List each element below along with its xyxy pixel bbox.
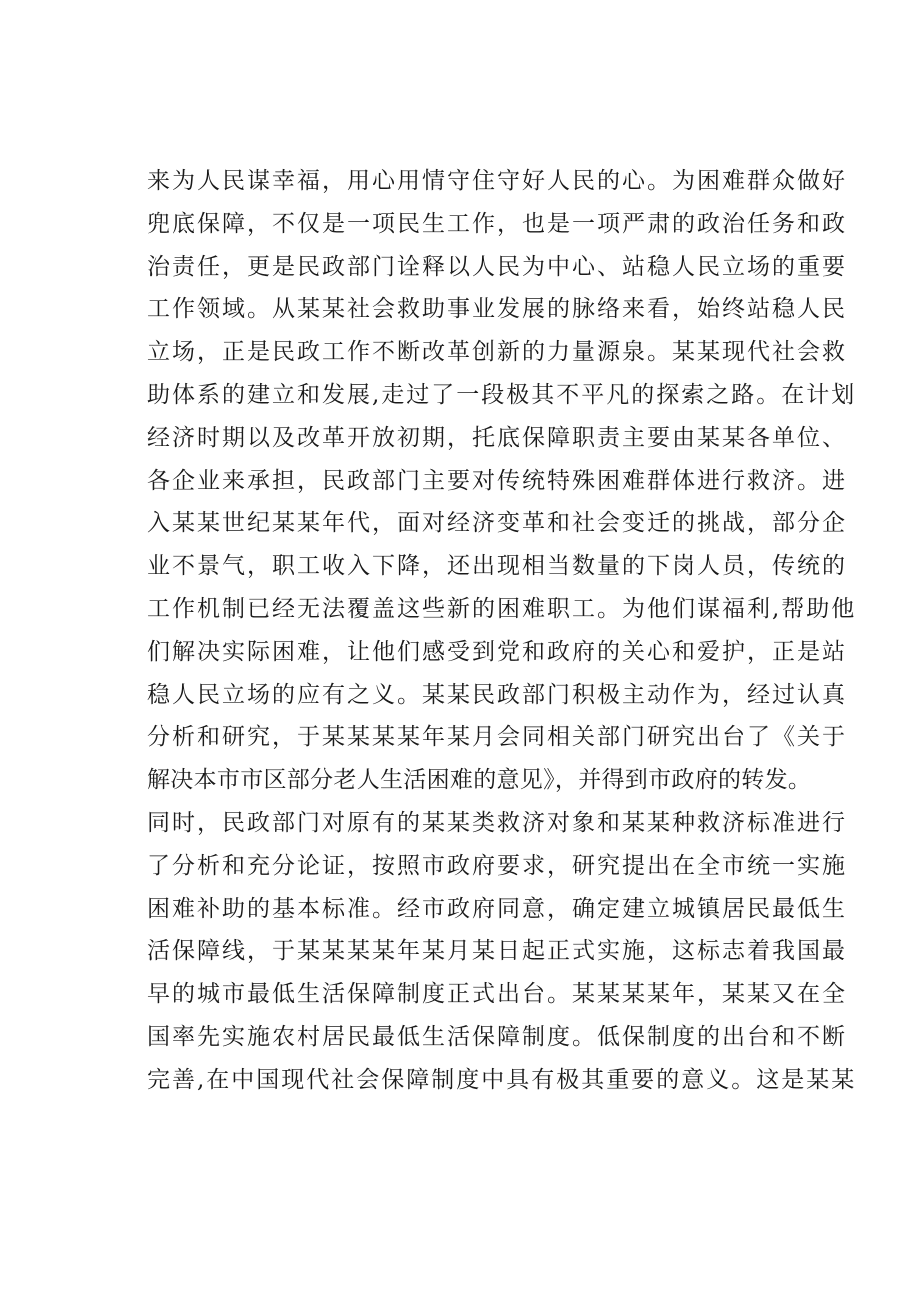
text-line: 同时，民政部门对原有的某某类救济对象和某某种救济标准进行 — [147, 809, 847, 836]
text-line: 来为人民谋幸福，用心用情守住守好人民的心。为困难群众做好 — [147, 168, 847, 194]
text-line: 工作机制已经无法覆盖这些新的困难职工。为他们谋福利,帮助他 — [147, 595, 857, 622]
text-line: 治责任，更是民政部门诠释以人民为中心、站稳人民立场的重要 — [147, 253, 847, 280]
text-line: 兜底保障，不仅是一项民生工作，也是一项严肃的政治任务和政 — [147, 210, 847, 237]
text-line: 解决本市市区部分老人生活困难的意见》，并得到市政府的转发。 — [147, 767, 812, 794]
text-line: 分析和研究，于某某某某年某月会同相关部门研究出台了《关于 — [147, 724, 847, 751]
text-line: 各企业来承担，民政部门主要对传统特殊困难群体进行救济。进 — [147, 467, 847, 494]
text-line: 稳人民立场的应有之义。某某民政部门积极主动作为，经过认真 — [147, 681, 847, 708]
text-line: 入某某世纪某某年代，面对经济变革和社会变迁的挑战，部分企 — [147, 510, 847, 537]
text-line: 工作领域。从某某社会救助事业发展的脉络来看，始终站稳人民 — [147, 296, 847, 323]
text-line: 了分析和充分论证，按照市政府要求，研究提出在全市统一实施 — [147, 852, 847, 879]
body-paragraph — [147, 160, 857, 1102]
text-line: 完善,在中国现代社会保障制度中具有极其重要的意义。这是某某 — [147, 1066, 857, 1093]
text-line: 困难补助的基本标准。经市政府同意，确定建立城镇居民最低生 — [147, 895, 847, 922]
text-line: 早的城市最低生活保障制度正式出台。某某某某年，某某又在全 — [147, 981, 847, 1008]
text-line: 们解决实际困难，让他们感受到党和政府的关心和爱护，正是站 — [147, 638, 847, 665]
text-line: 国率先实施农村居民最低生活保障制度。低保制度的出台和不断 — [147, 1023, 847, 1050]
text-line: 立场，正是民政工作不断改革创新的力量源泉。某某现代社会救 — [147, 339, 847, 366]
text-line: 活保障线，于某某某某年某月某日起正式实施，这标志着我国最 — [147, 938, 847, 965]
text-line: 业不景气，职工收入下降，还出现相当数量的下岗人员，传统的 — [147, 553, 847, 580]
text-line: 助体系的建立和发展,走过了一段极其不平凡的探索之路。在计划 — [147, 381, 857, 408]
text-line: 经济时期以及改革开放初期，托底保障职责主要由某某各单位、 — [147, 424, 847, 451]
